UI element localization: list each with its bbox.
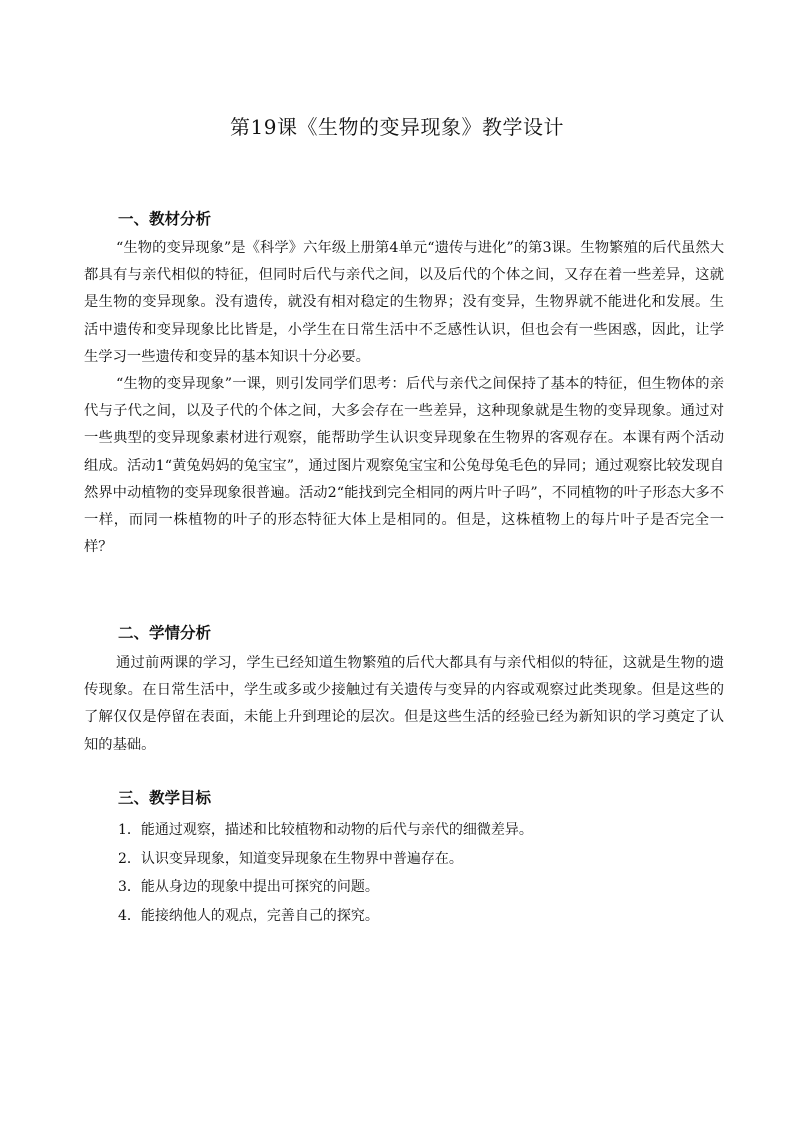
goal-item: 4．能接纳他人的观点，完善自己的探究。 — [118, 907, 379, 924]
paragraph: 通过前两课的学习，学生已经知道生物繁殖的后代大都具有与亲代相似的特征，这就是生物的遗传现象。在日常生活中，学生或多或少接触过有关遗传与变异的内容或观察过此类现象。但是这些的了解仅仅是停留在表面，未能上升到理论的层次。但是这些生活的经验已经为新知识的学习奠定了认知的基础。 — [84, 655, 724, 753]
section-learner-analysis — [84, 621, 724, 759]
paragraph: “生物的变异现象”一课，则引发同学们思考：后代与亲代之间保持了基本的特征，但生物体的亲代与子代之间，以及子代的个体之间，大多会存在一些差异，这种现象就是生物的变异现象。通过对一些典型的变异现象素材进行观察，能帮助学生认识变异现象在生物界的客观存在。本课有两个活动组成。活动1“黄兔妈妈的兔宝宝”，通过图片观察兔宝宝和公兔母兔毛色的异同；通过观察比较发现自然界中动植物的变异现象很普遍。活动2“能找到完全相同的两片叶子吗”，不同植物的叶子形态大多不一样，而同一株植物的叶子的形态特征大体上是相同的。但是，这株植物上的每片叶子是否完全一样？ — [84, 376, 724, 556]
goal-item: 2．认识变异现象，知道变异现象在生物界中普遍存在。 — [118, 850, 463, 867]
section-heading: 三、教学目标 — [118, 788, 212, 807]
goal-item: 3．能从身边的现象中提出可探究的问题。 — [118, 879, 379, 895]
goal-item: 1．能通过观察，描述和比较植物和动物的后代与亲代的细微差异。 — [118, 822, 533, 838]
document-title: 第19课《生物的变异现象》教学设计 — [230, 115, 564, 139]
section-heading: 一、教材分析 — [118, 209, 212, 228]
paragraph: “生物的变异现象”是《科学》六年级上册第4单元“遗传与进化”的第3课。生物繁殖的后代虽然大都具有与亲代相似的特征，但同时后代与亲代之间，以及后代的个体之间，又存在着一些差异，这就是生物的变异现象。没有遗传，就没有相对稳定的生物界；没有变异，生物界就不能进化和发展。生活中遗传和变异现象比比皆是，小学生在日常生活中不乏感性认识，但也会有一些困惑，因此，让学生学习一些遗传和变异的基本知识十分必要。 — [84, 240, 724, 365]
goal-list — [84, 816, 724, 930]
section-textbook-analysis — [84, 207, 724, 561]
section-teaching-goals — [84, 786, 724, 930]
section-heading: 二、学情分析 — [118, 623, 212, 642]
